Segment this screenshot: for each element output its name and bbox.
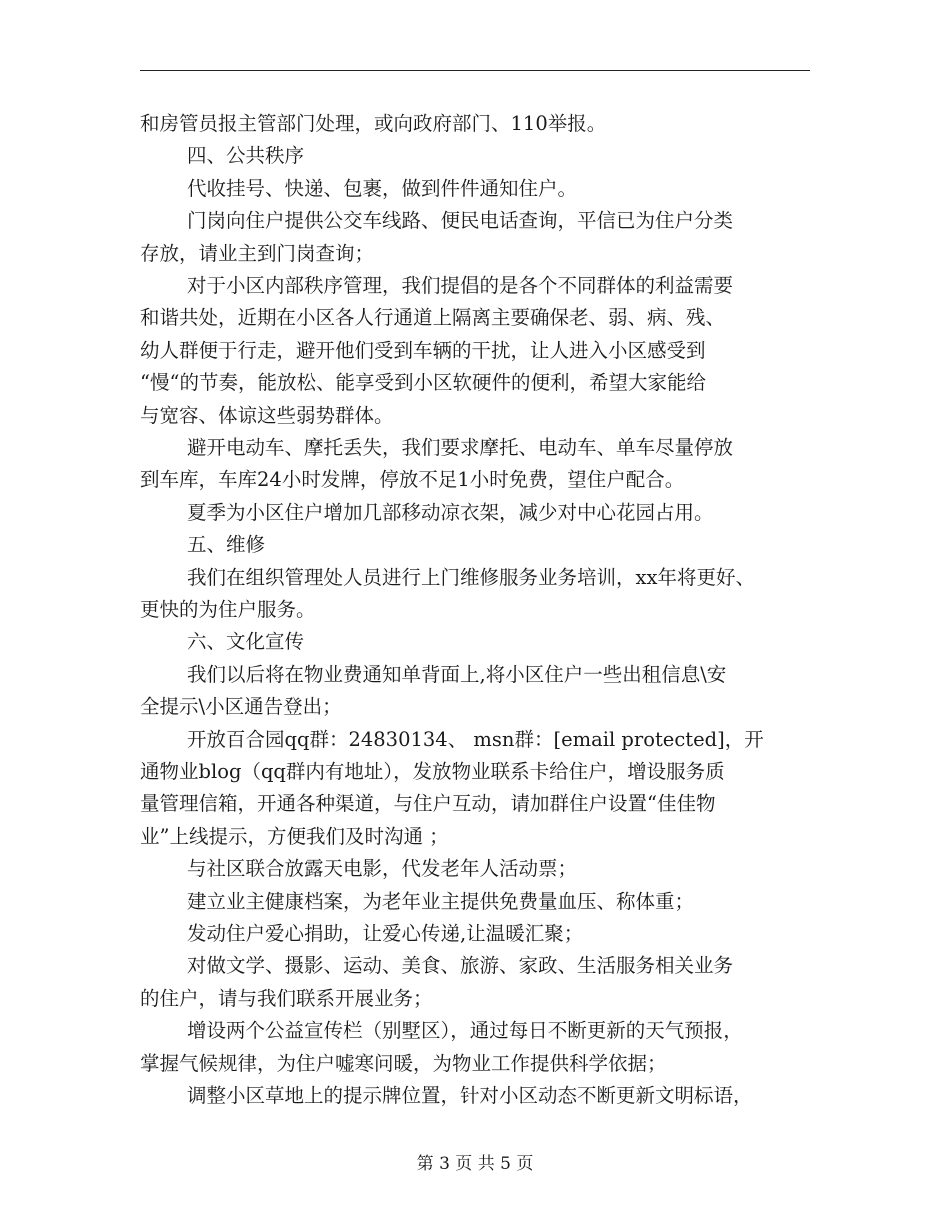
text-line: 我们在组织管理处人员进行上门维修服务业务培训，xx年将更好、 bbox=[187, 565, 755, 589]
text-line: 存放，请业主到门岗查询； bbox=[140, 241, 375, 265]
text-line: 六、文化宣传 bbox=[187, 630, 305, 654]
text-line: 到车库，车库24小时发牌，停放不足1小时免费，望住户配合。 bbox=[140, 468, 685, 492]
text-line: 建立业主健康档案，为老年业主提供免费量血压、称体重； bbox=[187, 889, 695, 913]
text-line: 掌握气候规律，为住户嘘寒问暖，为物业工作提供科学依据； bbox=[140, 1051, 667, 1075]
text-line: 的住户，请与我们联系开展业务； bbox=[140, 986, 433, 1010]
text-line: 门岗向住户提供公交车线路、便民电话查询，平信已为住户分类 bbox=[187, 209, 734, 233]
text-line: 对做文学、摄影、运动、美食、旅游、家政、生活服务相关业务 bbox=[187, 954, 734, 978]
text-line: 全提示\小区通告登出； bbox=[140, 695, 342, 719]
text-line: 开放百合园qq群：24830134、 msn群：[email protected]，开 bbox=[187, 727, 764, 751]
text-line: 五、维修 bbox=[187, 533, 266, 557]
text-line: 我们以后将在物业费通知单背面上,将小区住户一些出租信息\安 bbox=[187, 662, 727, 686]
text-line: “慢“的节奏，能放松、能享受到小区软硬件的便利，希望大家能给 bbox=[140, 371, 706, 395]
text-line: 避开电动车、摩托丢失，我们要求摩托、电动车、单车尽量停放 bbox=[187, 436, 734, 459]
text-line: 增设两个公益宣传栏（别墅区），通过每日不断更新的天气预报， bbox=[187, 1019, 743, 1043]
text-line: 四、公共秩序 bbox=[187, 144, 305, 168]
text-line: 夏季为小区住户增加几部移动凉衣架，减少对中心花园占用。 bbox=[187, 500, 714, 524]
text-line: 业”上线提示，方便我们及时沟通 ； bbox=[140, 824, 449, 848]
header-rule bbox=[140, 70, 810, 71]
text-line: 和谐共处，近期在小区各人行通道上隔离主要确保老、弱、病、残、 bbox=[140, 306, 726, 330]
page-footer: 第 3 页 共 5 页 bbox=[416, 1154, 534, 1174]
text-line: 和房管员报主管部门处理，或向政府部门、110举报。 bbox=[140, 112, 607, 135]
text-line: 调整小区草地上的提示牌位置，针对小区动态不断更新文明标语， bbox=[187, 1084, 753, 1107]
text-line: 对于小区内部秩序管理，我们提倡的是各个不同群体的利益需要 bbox=[187, 274, 734, 297]
text-line: 更快的为住户服务。 bbox=[140, 598, 316, 621]
text-line: 代收挂号、快递、包裹，做到件件通知住户。 bbox=[187, 176, 578, 200]
text-line: 幼人群便于行走，避开他们受到车辆的干扰，让人进入小区感受到 bbox=[140, 338, 706, 362]
text-line: 通物业blog（qq群内有地址），发放物业联系卡给住户，增设服务质 bbox=[140, 760, 725, 783]
text-line: 量管理信箱，开通各种渠道，与住户互动，请加群住户设置“佳佳物 bbox=[140, 792, 716, 816]
text-line: 与社区联合放露天电影，代发老年人活动票； bbox=[187, 857, 578, 881]
text-line: 与宽容、体谅这些弱势群体。 bbox=[140, 403, 394, 427]
text-line: 发动住户爱心捐助，让爱心传递,让温暖汇聚； bbox=[187, 922, 584, 945]
